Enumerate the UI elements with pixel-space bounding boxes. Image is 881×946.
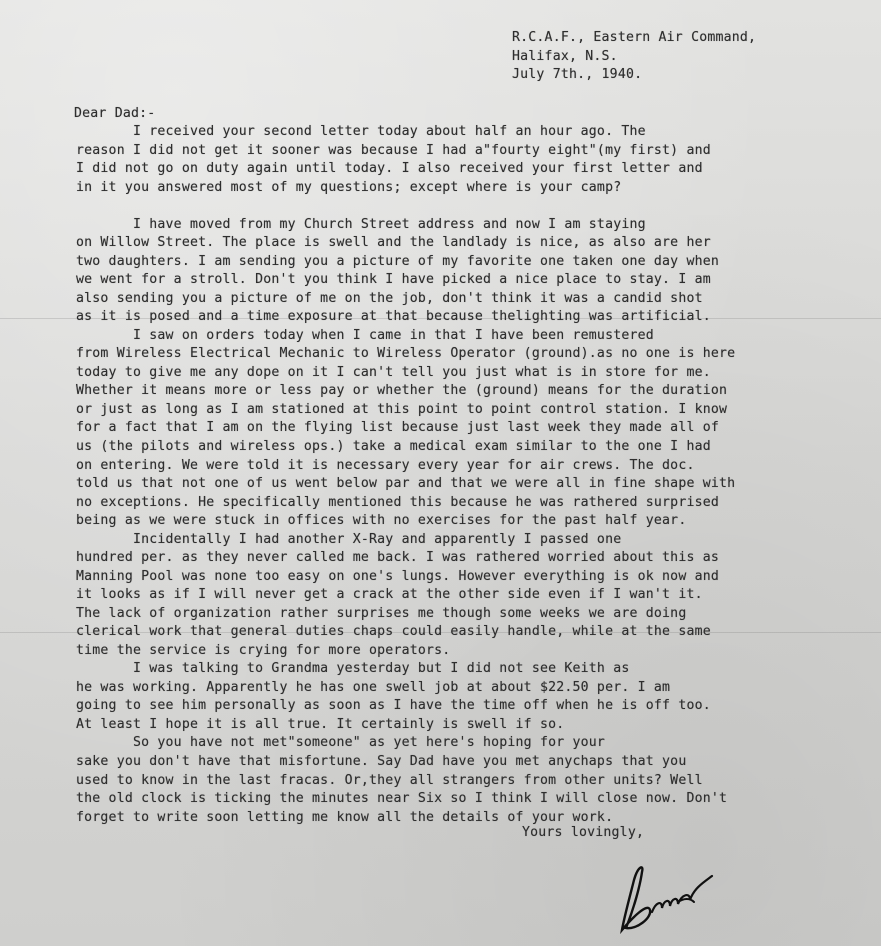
letter-line: I was talking to Grandma yesterday but I did not see Keith as [76,661,630,677]
letter-line: as it is posed and a time exposure at that because thelighting was artificial. [76,309,711,325]
letter-line: forget to write soon letting me know all the details of your work. [76,809,614,825]
letter-line: At least I hope it is all true. It certainly is swell if so. [76,716,565,732]
letter-line: on Willow Street. The place is swell and the landlady is nice, as also are her [76,235,711,251]
letter-line: So you have not met"someone" as yet here's hoping for your [76,735,606,751]
letter-line: going to see him personally as soon as I have the time off when he is off too. [76,698,711,714]
closing: Yours lovingly, [522,825,645,840]
letter-line: I did not go on duty again until today. I also received your first letter and [76,161,703,177]
letter-line: we went for a stroll. Don't you think I have picked a nice place to stay. I am [76,272,711,288]
letter-line: reason I did not get it sooner was because I had a"fourty eight"(my first) and [76,142,711,158]
letter-line: clerical work that general duties chaps could easily handle, while at the same [76,624,711,640]
header-unit: R.C.A.F., Eastern Air Command, [512,30,757,45]
salutation: Dear Dad:- [74,106,156,121]
letter-line: I saw on orders today when I came in that I have been remustered [76,327,654,343]
letter-line: Whether it means more or less pay or whether the (ground) means for the duration [76,383,728,399]
letter-line: us (the pilots and wireless ops.) take a medical exam similar to the one I had [76,439,711,454]
letter-line: no exceptions. He specifically mentioned this because he was rathered surprised [76,494,720,510]
letter-line: used to know in the last fracas. Or,they all strangers from other units? Well [76,772,703,788]
letter-line: told us that not one of us went below par and that we were all in fine shape with [76,476,736,492]
letter-line: also sending you a picture of me on the job, don't think it was a candid shot [76,290,703,306]
letter-line: for a fact that I am on the flying list because just last week they made all of [76,420,720,436]
letter-line: I have moved from my Church Street address and now I am staying [76,216,646,232]
letter-line: two daughters. I am sending you a picture of my favorite one taken one day when [76,253,720,269]
signature-image [612,858,732,938]
letter-line: he was working. Apparently he has one swell job at about $22.50 per. I am [76,679,671,695]
letter-line: I received your second letter today about half an hour ago. The [76,124,646,139]
letter-line: from Wireless Electrical Mechanic to Wireless Operator (ground).as no one is here [76,346,736,362]
header-date: July 7th., 1940. [512,67,643,82]
letter-line: sake you don't have that misfortune. Say Dad have you met anychaps that you [76,754,687,770]
letter-line: Manning Pool was none too easy on one's lungs. However everything is ok now and [76,568,720,584]
letter-line: the old clock is ticking the minutes near Six so I think I will close now. Don't [76,791,728,807]
letter-line: or just as long as I am stationed at this point to point control station. I know [76,401,728,417]
letter-line: it looks as if I will never get a crack at the other side even if I wan't it. [76,587,703,603]
letter-line: in it you answered most of my questions; except where is your camp? [76,179,622,195]
letter-line: time the service is crying for more operators. [76,642,451,658]
letter-line: today to give me any dope on it I can't tell you just what is in store for me. [76,364,711,380]
letter-line: Incidentally I had another X-Ray and apparently I passed one [76,531,622,547]
letter-line: on entering. We were told it is necessary every year for air crews. The doc. [76,457,695,473]
letter-line: The lack of organization rather surprises me though some weeks we are doing [76,605,687,621]
header-city: Halifax, N.S. [512,49,618,64]
letter-line: being as we were stuck in offices with no exercises for the past half year. [76,513,687,529]
letter-line: hundred per. as they never called me back. I was rathered worried about this as [76,550,720,566]
